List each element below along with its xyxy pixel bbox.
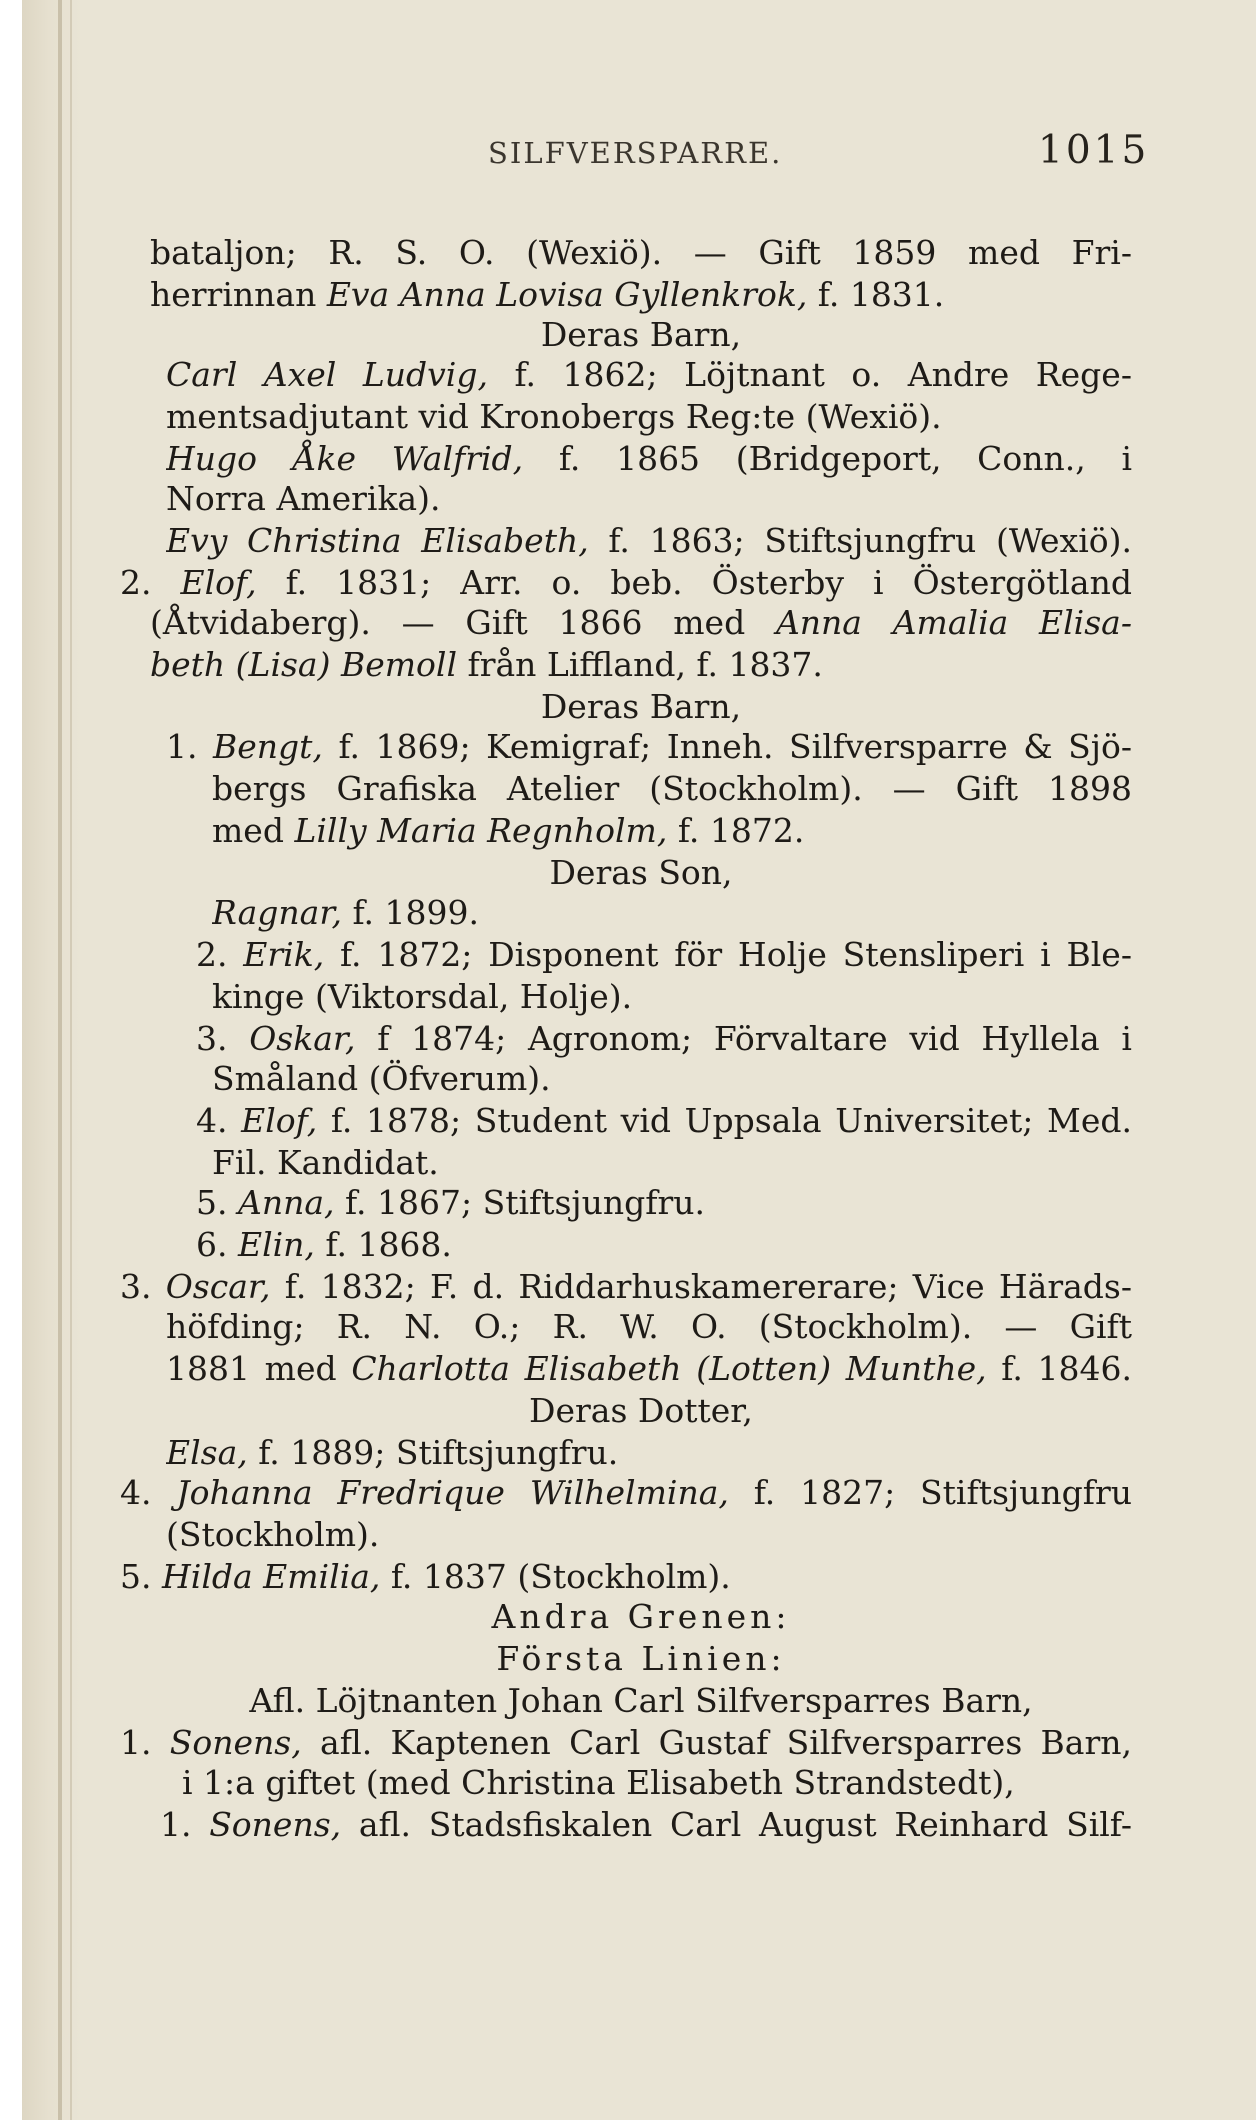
text-line	[150, 314, 1132, 356]
text-span: 1.	[166, 727, 214, 766]
italic-name: Oscar,	[165, 1267, 271, 1306]
text-line	[166, 354, 1132, 396]
italic-name: Elin,	[237, 1225, 315, 1264]
text-line	[212, 768, 1132, 810]
text-span: i 1:a giftet (med Christina Elisabeth Strandstedt),	[182, 1763, 1015, 1802]
text-span: f. 1867; Stiftsjungfru.	[334, 1183, 706, 1222]
text-span: bataljon; R. S. O. (Wexiö). — Gift 1859 med Fri-	[150, 233, 1132, 272]
text-span: 1.	[160, 1805, 210, 1844]
text-line	[150, 1638, 1132, 1680]
text-span: mentsadjutant vid Kronobergs Reg:te (Wexiö).	[166, 397, 942, 436]
text-span: f. 1872; Disponent för Holje Stensliperi i Ble-	[324, 935, 1132, 974]
text-span: f. 1889; Stiftsjungfru.	[247, 1433, 619, 1472]
text-span: Afl. Löjtnanten Johan Carl Silfversparres Barn,	[249, 1681, 1033, 1720]
text-line	[150, 232, 1132, 274]
text-line	[196, 1182, 1132, 1224]
text-line	[166, 478, 1132, 520]
text-line	[150, 852, 1132, 894]
text-span: 3.	[120, 1267, 166, 1306]
text-line	[150, 686, 1132, 728]
italic-name: Elof,	[180, 563, 257, 602]
running-header: SILFVERSPARRE.	[488, 136, 783, 170]
text-span: 2.	[196, 935, 244, 974]
text-line	[212, 892, 1132, 934]
text-line	[120, 1722, 1132, 1764]
italic-name: Johanna Fredrique Wilhelmina,	[176, 1473, 729, 1512]
binding-shadow	[22, 0, 82, 2120]
text-span: 2.	[120, 563, 181, 602]
text-span: 5.	[120, 1557, 162, 1596]
italic-name: Carl Axel Ludvig,	[166, 355, 488, 394]
text-span: från Liffland, f. 1837.	[457, 645, 823, 684]
text-span: bergs Grafiska Atelier (Stockholm). — Gift 1898	[212, 769, 1132, 808]
text-span: f. 1863; Stiftsjungfru (Wexiö).	[588, 521, 1132, 560]
text-line	[150, 602, 1132, 644]
text-span: f. 1862; Löjtnant o. Andre Rege-	[487, 355, 1132, 394]
scan-margin	[0, 0, 22, 2120]
text-span: f. 1899.	[341, 893, 479, 932]
binding-edge	[58, 0, 62, 2120]
text-line	[120, 1266, 1132, 1308]
text-line	[196, 1018, 1132, 1060]
text-line	[150, 1680, 1132, 1722]
italic-name: Charlotta Elisabeth (Lotten) Munthe,	[351, 1349, 987, 1388]
binding-edge-inner	[70, 0, 72, 2120]
page-number: 1015	[1038, 128, 1150, 173]
text-span: f. 1846.	[986, 1349, 1132, 1388]
italic-name: Lilly Maria Regnholm,	[294, 811, 668, 850]
italic-name: Oskar,	[249, 1019, 356, 1058]
text-span: Andra Grenen:	[491, 1597, 791, 1636]
italic-name: Hugo Åke Walfrid,	[166, 439, 524, 478]
italic-name: Bengt,	[213, 727, 323, 766]
text-line	[150, 644, 1132, 686]
text-line	[166, 438, 1132, 480]
text-span: f. 1865 (Bridgeport, Conn., i	[523, 439, 1132, 478]
text-line	[196, 1224, 1132, 1266]
text-span: f. 1868.	[314, 1225, 452, 1264]
text-line	[166, 1306, 1132, 1348]
text-line	[196, 1100, 1132, 1142]
text-span: (Stockholm).	[166, 1515, 380, 1554]
text-line	[150, 1390, 1132, 1432]
text-line	[212, 810, 1132, 852]
text-span: f. 1869; Kemigraf; Inneh. Silfversparre & Sjö-	[322, 727, 1132, 766]
text-span: f. 1878; Student vid Uppsala Universitet; Med.	[317, 1101, 1132, 1140]
text-line	[182, 1762, 1132, 1804]
text-line	[166, 396, 1132, 438]
text-span: kinge (Viktorsdal, Holje).	[212, 977, 633, 1016]
text-span: 3.	[196, 1019, 250, 1058]
text-span: 6.	[196, 1225, 238, 1264]
text-span: f. 1832; F. d. Riddarhuskamererare; Vice Härads-	[270, 1267, 1132, 1306]
italic-name: Erik,	[243, 935, 325, 974]
text-line	[166, 520, 1132, 562]
text-span: Deras Barn,	[540, 315, 742, 354]
text-line	[212, 976, 1132, 1018]
text-span: 4.	[120, 1473, 177, 1512]
italic-name: Evy Christina Elisabeth,	[166, 521, 589, 560]
text-span: Småland (Öfverum).	[212, 1059, 551, 1098]
italic-name: Anna Amalia Elisa-	[775, 603, 1132, 642]
text-span: 5.	[196, 1183, 238, 1222]
text-span: Deras Dotter,	[529, 1391, 753, 1430]
text-span: Deras Barn,	[540, 687, 742, 726]
text-span: afl. Stadsfiskalen Carl August Reinhard Silf-	[341, 1805, 1132, 1844]
text-span: f. 1827; Stiftsjungfru	[728, 1473, 1132, 1512]
italic-name: Elof,	[241, 1101, 318, 1140]
italic-name: Ragnar,	[212, 893, 342, 932]
text-span: 1881 med	[166, 1349, 352, 1388]
italic-name: Hilda Emilia,	[161, 1557, 381, 1596]
text-line	[150, 1596, 1132, 1638]
text-span: herrinnan	[150, 275, 327, 314]
text-line	[120, 1472, 1132, 1514]
italic-name: Eva Anna Lovisa Gyllenkrok,	[326, 275, 808, 314]
text-span: afl. Kaptenen Carl Gustaf Silfversparres Barn,	[301, 1723, 1132, 1762]
text-line	[196, 934, 1132, 976]
text-span: (Åtvidaberg). — Gift 1866 med	[150, 603, 776, 642]
text-span: höfding; R. N. O.; R. W. O. (Stockholm). — Gift	[166, 1307, 1132, 1346]
text-span: med	[212, 811, 295, 850]
italic-name: Sonens,	[169, 1723, 302, 1762]
italic-name: Elsa,	[166, 1433, 248, 1472]
text-line	[166, 1514, 1132, 1556]
italic-name: Anna,	[237, 1183, 335, 1222]
text-span: Fil. Kandidat.	[212, 1143, 439, 1182]
italic-name: Sonens,	[209, 1805, 342, 1844]
text-span: 4.	[196, 1101, 242, 1140]
text-line	[150, 274, 1132, 316]
text-span: f. 1831.	[807, 275, 945, 314]
text-line	[166, 1432, 1132, 1474]
text-span: f. 1831; Arr. o. beb. Österby i Östergötland	[256, 563, 1132, 602]
text-line	[160, 1804, 1132, 1846]
text-span: f. 1872.	[667, 811, 805, 850]
text-line	[166, 1348, 1132, 1390]
text-span: 1.	[120, 1723, 170, 1762]
text-line	[212, 1142, 1132, 1184]
text-line	[120, 1556, 1132, 1598]
text-line	[166, 726, 1132, 768]
text-line	[212, 1058, 1132, 1100]
text-span: Deras Son,	[549, 853, 733, 892]
text-span: f 1874; Agronom; Förvaltare vid Hyllela i	[355, 1019, 1132, 1058]
text-span: f. 1837 (Stockholm).	[380, 1557, 731, 1596]
text-line	[120, 562, 1132, 604]
text-span: Norra Amerika).	[166, 479, 441, 518]
italic-name: beth (Lisa) Bemoll	[150, 645, 458, 684]
text-span: Första Linien:	[496, 1639, 786, 1678]
